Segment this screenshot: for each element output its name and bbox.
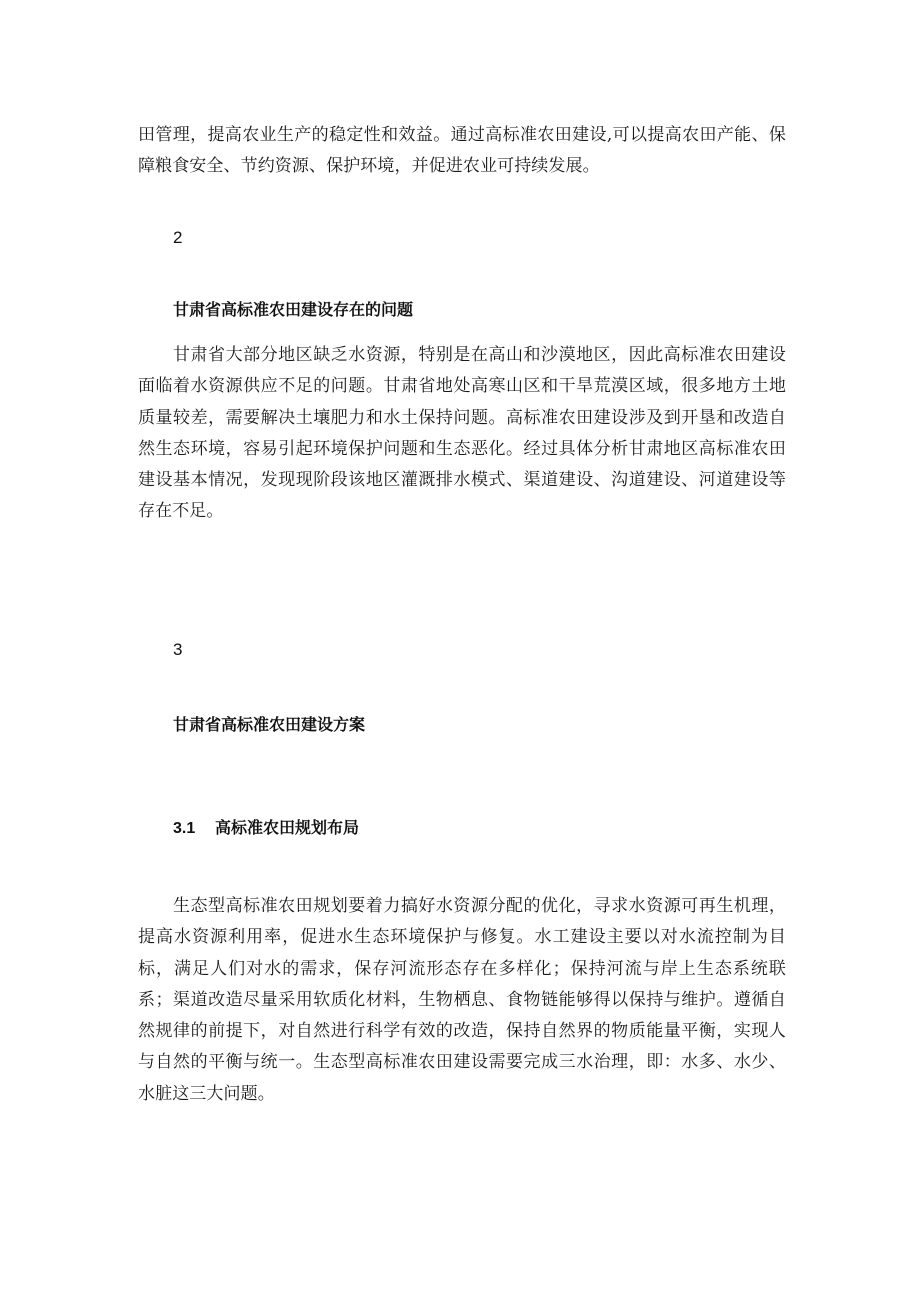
section-3-title: 甘肃省高标准农田建设方案 [173, 715, 366, 734]
section-2-number: 2 [173, 228, 183, 247]
subsection-3-1-number: 3.1 [173, 820, 196, 837]
section-2-title: 甘肃省高标准农田建设存在的问题 [173, 300, 414, 319]
intro-paragraph: 田管理，提高农业生产的稳定性和效益。通过高标准农田建设,可以提高农田产能、保障粮食安全、节约资源、保护环境，并促进农业可持续发展。 [138, 125, 786, 177]
subsection-3-1-paragraph: 生态型高标准农田规划要着力搞好水资源分配的优化，寻求水资源可再生机理，提高水资源利用率，促进水生态环境保护与修复。水工建设主要以对水流控制为目标，满足人们对水的需求，保存河流形态存在多样化；保持河流与岸上生态系统联系；渠道改造尽量采用软质化材料，生物栖息、食物链能够得以保持与维护。遵循自然规律的前提下，对自然进行科学有效的改造，保持自然界的物质能量平衡，实现人与自然的平衡与统一。生态型高标准农田建设需要完成三水治理，即：水多、水少、水脏这三大问题。 [138, 896, 786, 1104]
subsection-3-1-title: 高标准农田规划布局 [215, 818, 360, 837]
subsection-3-1-heading [173, 815, 359, 838]
section-2-paragraph: 甘肃省大部分地区缺乏水资源，特别是在高山和沙漠地区，因此高标准农田建设面临着水资源供应不足的问题。甘肃省地处高寒山区和干旱荒漠区域，很多地方土地质量较差，需要解决土壤肥力和水土保持问题。高标准农田建设涉及到开垦和改造自然生态环境，容易引起环境保护问题和生态恶化。经过具体分析甘肃地区高标准农田建设基本情况，发现现阶段该地区灌溉排水模式、渠道建设、沟道建设、河道建设等存在不足。 [138, 345, 786, 522]
section-3-number: 3 [173, 640, 183, 659]
